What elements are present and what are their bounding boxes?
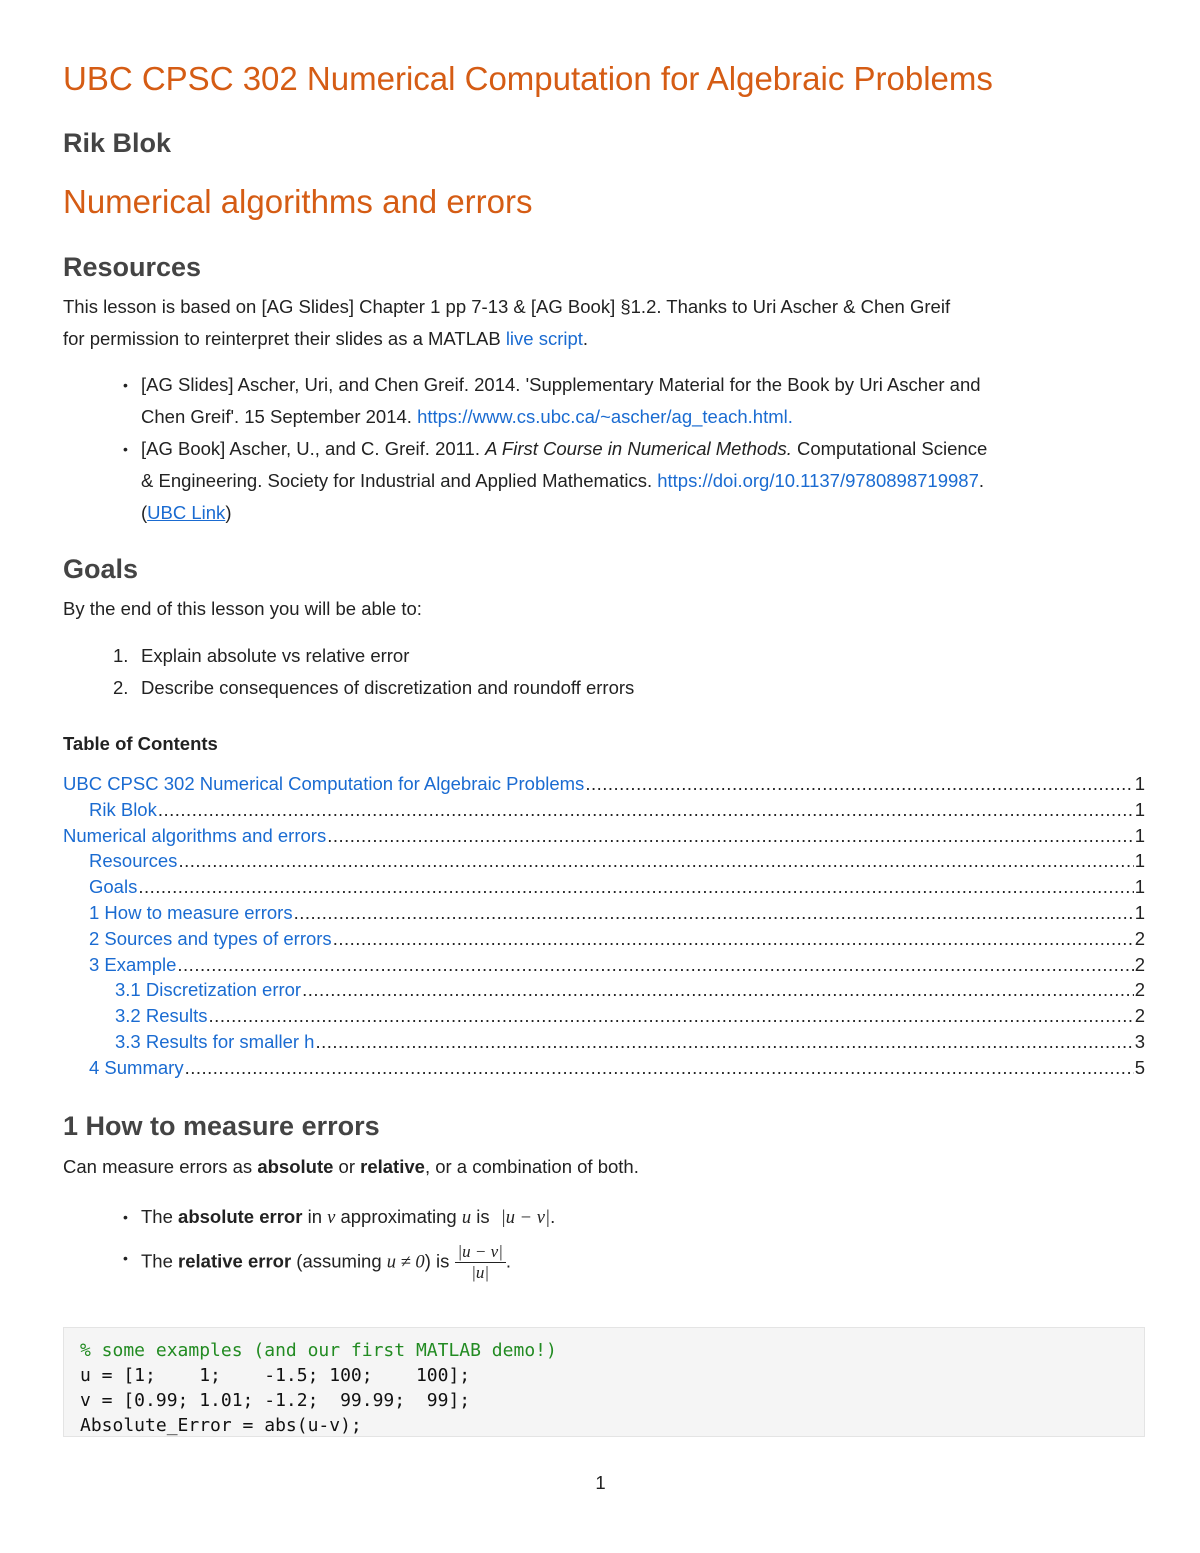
fraction-numerator: |u − v|: [455, 1242, 506, 1263]
goal-item: [63, 672, 634, 704]
toc-page-number: 5: [1134, 1056, 1145, 1078]
code-comment: % some examples (and our first MATLAB demo!): [80, 1340, 557, 1361]
toc-leader: [315, 1031, 1133, 1053]
reference-text: (: [141, 502, 148, 523]
toc-entry[interactable]: [63, 954, 1145, 980]
term-absolute: absolute: [257, 1156, 334, 1177]
intro-text: , or a combination of both.: [424, 1156, 639, 1177]
goals-list: [63, 640, 634, 704]
reference-text: Computational Science: [791, 438, 988, 459]
var-v: v: [327, 1208, 336, 1228]
toc-page-number: 3: [1134, 1030, 1145, 1052]
goal-item: [63, 640, 634, 672]
table-of-contents: [63, 773, 1145, 1083]
def-text: approximating: [335, 1206, 462, 1227]
toc-entry[interactable]: [63, 773, 1145, 799]
bullet-icon: •: [123, 441, 128, 457]
def-text: .: [550, 1206, 556, 1227]
toc-entry-title[interactable]: UBC CPSC 302 Numerical Computation for Algebraic Problems: [63, 773, 585, 794]
measure-intro: [63, 1151, 639, 1183]
toc-entry-title[interactable]: Numerical algorithms and errors: [63, 824, 327, 846]
toc-page-number: 2: [1134, 979, 1145, 1001]
toc-page-number: 1: [1134, 876, 1145, 898]
toc-entry[interactable]: [63, 1057, 1145, 1083]
resources-intro-line-2: [63, 323, 950, 355]
toc-page-number: 1: [1134, 850, 1145, 872]
resources-intro-period: .: [582, 328, 589, 349]
toc-leader: [158, 799, 1134, 821]
toc-page-number: 1: [1134, 773, 1145, 794]
reference-text: [AG Slides] Ascher, Uri, and Chen Greif. 2014. 'Supplementary Material for the Book by Uri Ascher and: [141, 374, 981, 395]
toc-leader: [138, 876, 1133, 898]
toc-leader: [178, 850, 1133, 872]
goal-text: Explain absolute vs relative error: [141, 645, 410, 666]
page-number: 1: [595, 1472, 606, 1493]
toc-entry-title[interactable]: 4 Summary: [89, 1056, 184, 1078]
toc-entry-title[interactable]: 3.1 Discretization error: [115, 979, 302, 1001]
doi-link[interactable]: https://doi.org/10.1137/9780898719987: [657, 470, 979, 491]
error-definitions-list: [63, 1201, 1145, 1283]
toc-entry-title[interactable]: 3.3 Results for smaller h: [115, 1030, 315, 1052]
nonzero-condition: u ≠ 0: [386, 1252, 425, 1273]
absolute-error-definition: [63, 1201, 1145, 1234]
toc-leader: [294, 902, 1134, 924]
reference-text: Chen Greif'. 15 September 2014.: [141, 406, 418, 427]
toc-heading: Table of Contents: [63, 733, 218, 754]
document-title: UBC CPSC 302 Numerical Computation for Algebraic Problems: [63, 60, 993, 97]
def-text: in: [302, 1206, 328, 1227]
toc-leader: [327, 825, 1134, 847]
toc-entry[interactable]: [63, 799, 1145, 825]
toc-leader: [177, 954, 1133, 976]
toc-page-number: 2: [1134, 927, 1145, 949]
def-text: is: [471, 1206, 495, 1227]
def-term: relative error: [178, 1250, 292, 1272]
term-relative: relative: [360, 1156, 425, 1177]
resources-intro-text: for permission to reinterpret their slides as a MATLAB: [63, 328, 506, 349]
toc-entry[interactable]: [63, 902, 1145, 928]
toc-leader: [185, 1057, 1134, 1079]
toc-page-number: 1: [1134, 824, 1145, 846]
toc-page-number: 2: [1134, 953, 1145, 975]
bullet-icon: •: [123, 1250, 128, 1266]
toc-leader: [585, 773, 1133, 795]
reference-text: [AG Book] Ascher, U., and C. Greif. 2011.: [141, 438, 486, 459]
toc-entry[interactable]: [63, 850, 1145, 876]
toc-entry[interactable]: [63, 876, 1145, 902]
measure-errors-heading: 1 How to measure errors: [63, 1111, 380, 1141]
toc-entry[interactable]: [63, 979, 1145, 1005]
toc-entry-title[interactable]: Rik Blok: [89, 798, 157, 820]
toc-page-number: 1: [1134, 798, 1145, 820]
def-term: absolute error: [178, 1206, 303, 1227]
code-line: u = [1; 1; -1.5; 100; 100];: [80, 1365, 471, 1386]
goal-number: 1.: [113, 645, 129, 666]
toc-entry-title[interactable]: Goals: [89, 876, 138, 898]
goals-heading: Goals: [63, 554, 139, 584]
matlab-code-block[interactable]: [63, 1327, 1145, 1437]
def-text: ) is: [424, 1250, 455, 1272]
ubc-link[interactable]: UBC Link: [147, 502, 226, 523]
bullet-icon: •: [123, 1209, 128, 1225]
toc-page-number: 1: [1134, 901, 1145, 923]
toc-entry[interactable]: [63, 1031, 1145, 1057]
toc-page-number: 2: [1134, 1005, 1145, 1027]
resources-intro-line-1: This lesson is based on [AG Slides] Chapter 1 pp 7-13 & [AG Book] §1.2. Thanks to Uri Ascher & Chen Greif: [63, 296, 951, 317]
reference-text: .: [978, 470, 985, 491]
intro-text: or: [333, 1156, 361, 1177]
toc-leader: [333, 928, 1134, 950]
def-text: The: [141, 1250, 179, 1272]
reference-text: ): [225, 502, 232, 523]
relative-error-definition: [63, 1242, 1145, 1283]
toc-entry[interactable]: [63, 1005, 1145, 1031]
bullet-icon: •: [123, 377, 128, 393]
def-text: .: [505, 1250, 512, 1272]
toc-entry[interactable]: [63, 928, 1145, 954]
code-line: v = [0.99; 1.01; -1.2; 99.99; 99];: [80, 1390, 471, 1411]
def-text: (assuming: [291, 1250, 387, 1272]
toc-entry-title[interactable]: 2 Sources and types of errors: [89, 927, 332, 949]
toc-leader: [302, 979, 1134, 1001]
toc-leader: [209, 1005, 1134, 1027]
def-text: The: [141, 1206, 179, 1227]
intro-text: Can measure errors as: [63, 1156, 258, 1177]
goals-intro: By the end of this lesson you will be able to:: [63, 598, 422, 619]
toc-entry-title[interactable]: Resources: [89, 850, 178, 872]
author-name: Rik Blok: [63, 128, 172, 158]
relative-error-formula: [455, 1242, 506, 1283]
section-title: Numerical algorithms and errors: [63, 183, 533, 220]
var-u: u: [461, 1208, 472, 1228]
fraction-denominator: |u|: [471, 1263, 490, 1282]
goal-number: 2.: [113, 677, 129, 698]
reference-text: & Engineering. Society for Industrial and Applied Mathematics.: [141, 470, 658, 491]
toc-entry-title[interactable]: 1 How to measure errors: [89, 901, 293, 923]
reference-ag-slides: [63, 369, 1145, 433]
references-list: [63, 369, 1145, 529]
absolute-error-formula: |u − v|: [500, 1208, 551, 1228]
resources-intro: [63, 291, 950, 355]
code-line: Absolute_Error = abs(u-v);: [80, 1415, 362, 1436]
live-script-link[interactable]: live script: [505, 328, 583, 349]
toc-entry-title[interactable]: 3 Example: [89, 953, 177, 975]
goal-text: Describe consequences of discretization and roundoff errors: [141, 677, 635, 698]
book-title: A First Course in Numerical Methods.: [485, 438, 792, 459]
reference-ag-book: [63, 433, 1145, 529]
toc-entry-title[interactable]: 3.2 Results: [115, 1005, 208, 1027]
ag-slides-link[interactable]: https://www.cs.ubc.ca/~ascher/ag_teach.html.: [417, 406, 793, 427]
toc-entry[interactable]: [63, 825, 1145, 851]
resources-heading: Resources: [63, 252, 202, 282]
